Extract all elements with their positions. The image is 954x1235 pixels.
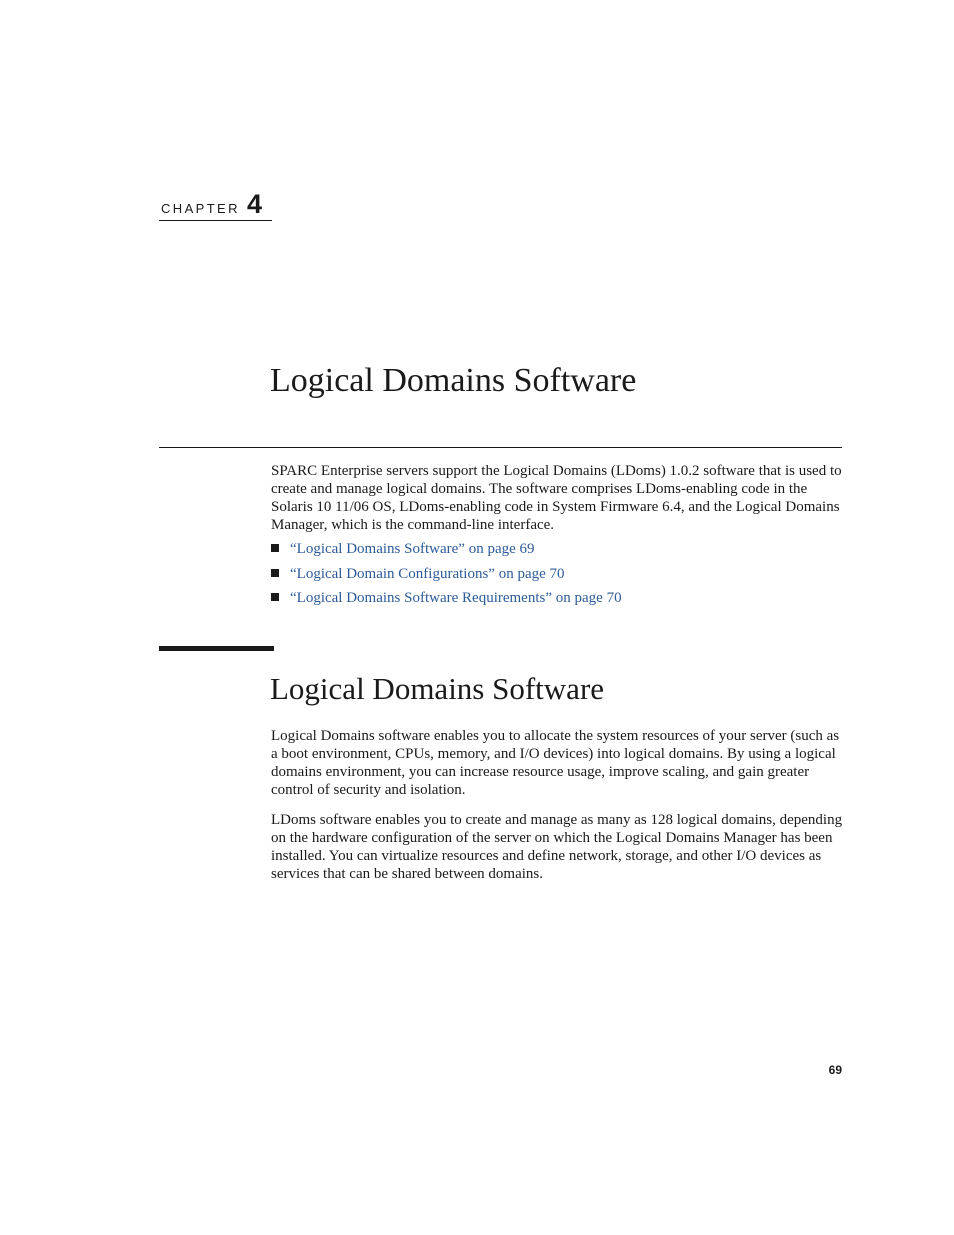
body-paragraph: LDoms software enables you to create and manage as many as 128 logical domains, depending on the hardware configuration of the server on which the Logical Domains Manager has been installed. You can virtualize resources and define network, storage, and other I/O devices as services that can be shared between domains.	[271, 812, 843, 882]
square-bullet-icon	[271, 569, 279, 577]
toc-link-software-requirements[interactable]: “Logical Domains Software Requirements” on page 70	[290, 590, 622, 606]
toc-link-logical-domain-configurations[interactable]: “Logical Domain Configurations” on page 70	[290, 565, 565, 582]
chapter-title: Logical Domains Software	[270, 362, 637, 399]
title-divider	[159, 447, 842, 448]
toc-item	[271, 589, 622, 614]
toc-item	[271, 565, 622, 590]
section-divider-bar	[159, 646, 274, 651]
intro-paragraph: SPARC Enterprise servers support the Logical Domains (LDoms) 1.0.2 software that is used to create and manage logical domains. The software comprises LDoms-enabling code in the Solaris 10 11/06 OS, LDoms-enabling code in System Firmware 6.4, and the Logical Domains Manager, which is the command-line interface.	[271, 463, 842, 533]
chapter-toc	[271, 540, 622, 614]
page-number: 69	[828, 1063, 842, 1077]
chapter-number: 4	[247, 189, 263, 219]
body-paragraph: Logical Domains software enables you to allocate the system resources of your server (such as a boot environment, CPUs, memory, and I/O devices) into logical domains. By using a logical domains environment, you can increase resource usage, improve scaling, and gain greater control of security and isolation.	[271, 728, 840, 798]
square-bullet-icon	[271, 544, 279, 552]
square-bullet-icon	[271, 593, 279, 601]
toc-link-logical-domains-software[interactable]: “Logical Domains Software” on page 69	[290, 541, 535, 557]
toc-item	[271, 540, 622, 565]
chapter-label: CHAPTER	[161, 201, 240, 216]
chapter-heading	[159, 190, 272, 221]
section-title: Logical Domains Software	[270, 671, 605, 706]
